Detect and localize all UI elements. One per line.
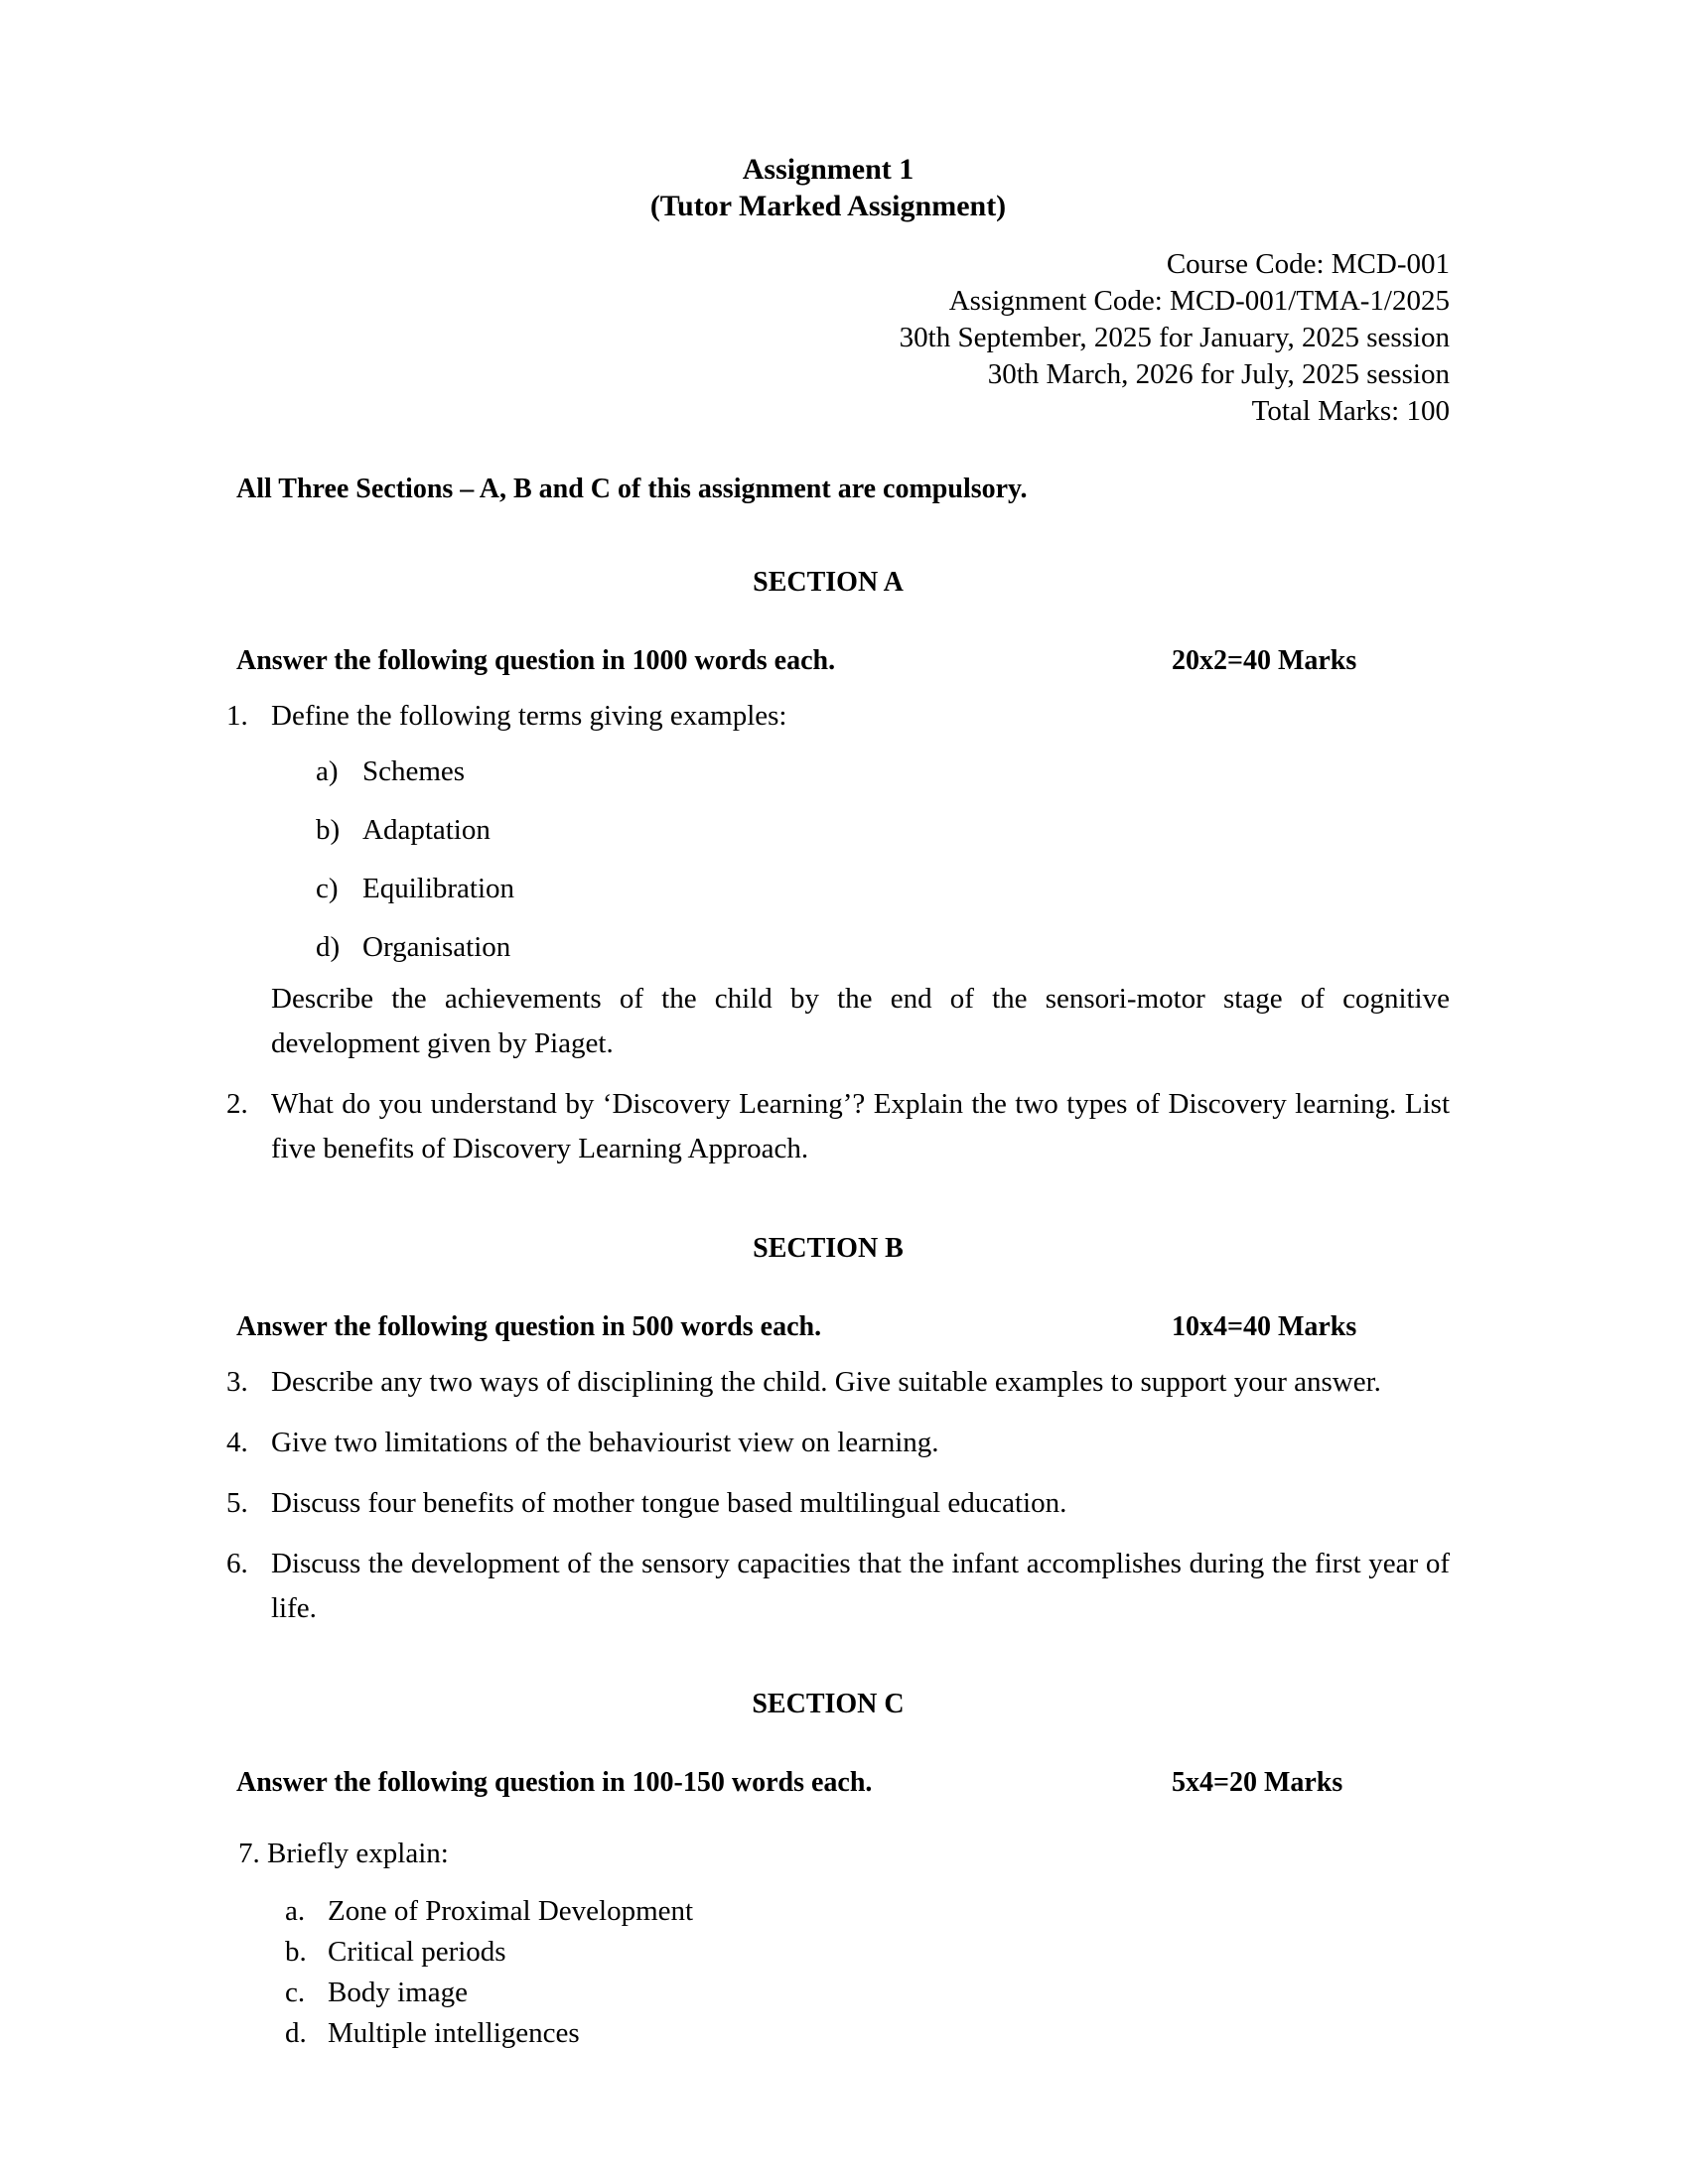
question-3-text: Describe any two ways of disciplining the child. Give suitable examples to support your answer. bbox=[271, 1366, 1381, 1398]
question-1-subitem-a bbox=[236, 752, 1450, 791]
question-1-subitem-c-text: Equilibration bbox=[362, 873, 515, 904]
section-b-instruction-text: Answer the following question in 500 words each. bbox=[236, 1311, 822, 1342]
question-1-subitem-a-text: Schemes bbox=[362, 755, 466, 787]
section-a-heading: SECTION A bbox=[753, 567, 904, 598]
course-code: Course Code: MCD-001 bbox=[1166, 248, 1450, 280]
question-1-subitem-b bbox=[236, 811, 1450, 850]
question-7: 7. Briefly explain: bbox=[238, 1838, 449, 1869]
question-7-subitem-c bbox=[236, 1973, 1450, 2013]
question-7-subitems bbox=[236, 1891, 1450, 2054]
question-1-subitem-b-text: Adaptation bbox=[362, 814, 491, 846]
section-c-instruction-text: Answer the following question in 100-150 words each. bbox=[236, 1767, 873, 1798]
question-6-text: Discuss the development of the sensory capacities that the infant accomplishes during the first year of life. bbox=[271, 1548, 1450, 1624]
question-1-subitem-c bbox=[236, 870, 1450, 908]
question-7-subitem-c-text: Body image bbox=[328, 1977, 468, 2008]
section-c-marks: 5x4=20 Marks bbox=[1172, 1767, 1343, 1798]
total-marks: Total Marks: 100 bbox=[1251, 395, 1450, 427]
question-4 bbox=[226, 1421, 1450, 1465]
question-2 bbox=[226, 1082, 1450, 1171]
question-1-subitem-a-label: a) bbox=[316, 755, 339, 787]
question-7-subitem-d-label: d. bbox=[285, 2017, 307, 2049]
question-1-subitems bbox=[236, 752, 1450, 967]
question-2-number: 2. bbox=[226, 1088, 248, 1120]
document-title-block bbox=[207, 151, 1450, 224]
section-a-marks: 20x2=40 Marks bbox=[1172, 645, 1357, 676]
question-1-subitem-d bbox=[236, 928, 1450, 967]
january-session-deadline: 30th September, 2025 for January, 2025 session bbox=[899, 322, 1450, 353]
question-1-number: 1. bbox=[226, 700, 248, 732]
question-7-subitem-d-text: Multiple intelligences bbox=[328, 2017, 580, 2049]
question-3-number: 3. bbox=[226, 1366, 248, 1398]
question-7-subitem-a-label: a. bbox=[285, 1895, 306, 1927]
assignment-code: Assignment Code: MCD-001/TMA-1/2025 bbox=[948, 285, 1450, 317]
question-7-subitem-d bbox=[236, 2013, 1450, 2054]
question-7-subitem-b bbox=[236, 1932, 1450, 1973]
question-7-subitem-b-text: Critical periods bbox=[328, 1936, 506, 1968]
question-7-subitem-a-text: Zone of Proximal Development bbox=[328, 1895, 694, 1927]
question-4-text: Give two limitations of the behaviourist view on learning. bbox=[271, 1427, 939, 1458]
july-session-deadline: 30th March, 2026 for July, 2025 session bbox=[987, 358, 1450, 390]
question-1-subitem-c-label: c) bbox=[316, 873, 339, 904]
section-c-instruction-row bbox=[236, 1766, 1450, 1800]
question-6 bbox=[226, 1542, 1450, 1631]
question-1-text: Define the following terms giving examples: bbox=[271, 700, 787, 732]
section-a-instruction-row bbox=[236, 644, 1450, 678]
section-b-heading: SECTION B bbox=[753, 1233, 904, 1264]
question-1-subitem-d-text: Organisation bbox=[362, 931, 511, 963]
question-2-text: What do you understand by ‘Discovery Learning’? Explain the two types of Discovery learning. List five benefits of Discovery Learning Approach. bbox=[271, 1088, 1450, 1164]
question-7-subitem-a bbox=[236, 1891, 1450, 1932]
compulsory-sections-note: All Three Sections – A, B and C of this assignment are compulsory. bbox=[236, 474, 1028, 504]
document-content bbox=[226, 0, 1450, 2054]
course-meta-block bbox=[236, 246, 1450, 430]
question-3 bbox=[226, 1360, 1450, 1405]
assignment-subtitle: (Tutor Marked Assignment) bbox=[649, 190, 1007, 222]
section-b-marks: 10x4=40 Marks bbox=[1172, 1311, 1357, 1342]
question-7-subitem-c-label: c. bbox=[285, 1977, 306, 2008]
question-5 bbox=[226, 1481, 1450, 1526]
section-c-heading: SECTION C bbox=[752, 1689, 905, 1719]
assignment-title: Assignment 1 bbox=[742, 153, 914, 186]
question-6-number: 6. bbox=[226, 1548, 248, 1579]
section-a-instruction-text: Answer the following question in 1000 words each. bbox=[236, 645, 836, 676]
question-1-subitem-b-label: b) bbox=[316, 814, 341, 846]
section-b-instruction-row bbox=[236, 1310, 1450, 1344]
question-1 bbox=[226, 694, 1450, 739]
question-5-number: 5. bbox=[226, 1487, 248, 1519]
question-1-subitem-d-label: d) bbox=[316, 931, 341, 963]
question-1-continuation: Describe the achievements of the child by the end of the sensori-motor stage of cognitive development given by Piaget. bbox=[271, 983, 1450, 1059]
question-4-number: 4. bbox=[226, 1427, 248, 1458]
question-5-text: Discuss four benefits of mother tongue based multilingual education. bbox=[271, 1487, 1067, 1519]
question-7-subitem-b-label: b. bbox=[285, 1936, 307, 1968]
